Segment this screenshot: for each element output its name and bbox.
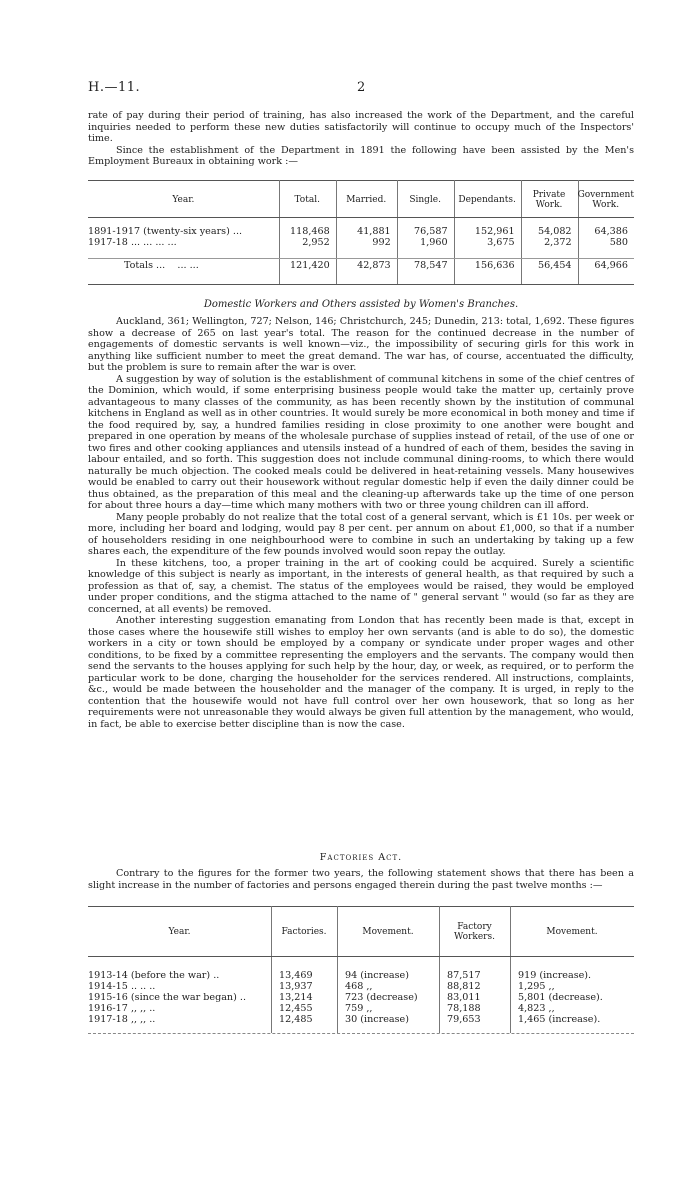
- intro-paragraph-1: rate of pay during their period of training, has also increased the work of the Department, and the careful inquiries needed to perform these new duties satisfactorily will continue to occupy much of the Inspectors' time.: [88, 110, 634, 144]
- t2-row4-movement: 759 ,,: [345, 1003, 373, 1014]
- t2-row5-dots: ,, ,, ..: [130, 1014, 156, 1025]
- document-reference: H.—11.: [88, 80, 141, 95]
- t1-header-government-work: Government Work.: [577, 190, 634, 210]
- t2-row5-movement: 30 (increase): [345, 1014, 409, 1025]
- t2-row4-year: 1916-17: [88, 1003, 128, 1014]
- domestic-section-title: Domestic Workers and Others assisted by Women's Branches.: [203, 299, 519, 310]
- factories-text: [88, 868, 634, 891]
- t1-totals-single: 78,547: [414, 260, 448, 271]
- t1-row2-dots: ... ... ... ...: [130, 237, 177, 248]
- t1-header-single: Single.: [409, 195, 441, 205]
- t2-row3-workers-movement: 5,801 (decrease).: [518, 992, 603, 1003]
- t1-row2-dependants: 3,675: [487, 237, 515, 248]
- t2-row3-dots: ..: [239, 992, 247, 1003]
- t1-totals-private: 56,454: [537, 260, 572, 271]
- t2-row4-workers: 78,188: [447, 1003, 481, 1014]
- factories-paragraph-1: Contrary to the figures for the former two years, the following statement shows that there has been a slight increase in the number of factories and persons engaged therein during the past twelve months :—: [88, 868, 634, 891]
- t2-row1-movement: 94 (increase): [345, 970, 409, 981]
- table-row: [88, 1003, 634, 1014]
- t2-row1-factories: 13,469: [279, 970, 313, 981]
- table-row: [88, 981, 634, 992]
- t1-header-dependants: Dependants.: [458, 195, 516, 205]
- intro-text: [88, 110, 634, 168]
- t1-row1-dots: ...: [232, 226, 243, 237]
- t1-totals-dependants: 156,636: [474, 260, 515, 271]
- t2-header-factories: Factories.: [281, 927, 327, 937]
- domestic-paragraph-5: Another interesting suggestion emanating from London that has recently been made is that, except in those cases where the housewife still wishes to employ her own servants (and is able to do so), the domestic workers in a city or town should be employed by a company or syndicate under proper wages and other conditions, to be fixed by a committee representing the employers and the servants. The company would then send the servants to the houses applying for such help by the hour, day, or week, as required, or to perform the particular work to be done, charging the householder for the services rendered. All instructions, complaints, &c., would be made between the householder and the manager of the company. It is urged, in reply to the contention that the housewife would not have full control over her own housework, that so long as her requirements were not unreasonable they would always be given full attention by the management, who would, in fact, be able to exercise better discipline than is now the case.: [88, 615, 634, 730]
- table-row: [88, 226, 634, 237]
- t1-row1-government: 64,386: [594, 226, 628, 237]
- t1-row1-single: 76,587: [414, 226, 448, 237]
- domestic-paragraph-2: A suggestion by way of solution is the establishment of communal kitchens in some of the chief centres of the Dominion, which would, if some enterprising business people would take the matter up, certainly prove advantageous to many classes of the community, as has been recently shown by the institution of communal kitchens in England as well as in other countries. It would surely be more economical in both money and time if the food required by, say, a hundred families residing in close proximity to one another were bought and prepared in one operation by means of the wholesale purchase of supplies instead of retail, of the use of one or two fires and other cooking appliances and utensils instead of a hundred of each of them, besides the saving in labour entailed, and so forth. This suggestion does not include communal dining-rooms, to which there would naturally be much objection. The cooked meals could be delivered in heat-retaining vessels. Many housewives would be enabled to carry out their housework without regular domestic help if even the daily dinner could be thus obtained, as the preparation of this meal and the cleaning-up afterwards take up the time of one person for about three hours a day—time which many mothers with two or three young children can ill afford.: [88, 373, 634, 511]
- t2-row2-movement: 468 ,,: [345, 981, 373, 992]
- table-row: [88, 970, 634, 981]
- t2-header-factory-workers: Factory Workers.: [454, 922, 495, 942]
- t2-row1-dots: ..: [213, 970, 220, 981]
- t2-row2-factories: 13,937: [279, 981, 313, 992]
- domestic-paragraph-3: Many people probably do not realize that the total cost of a general servant, which is £1 10s. per week or more, including her board and lodging, would pay 8 per cent. per annum on about £1,000, so that if a number of householders residing in one neighbourhood were to combine in such an undertaking by taking up a few shares each, the expenditure of the few pounds involved would soon repay the outlay.: [88, 511, 634, 557]
- t2-row4-factories: 12,455: [279, 1003, 313, 1014]
- t1-header-private-work: Private Work.: [532, 190, 566, 210]
- t1-row1-married: 41,881: [357, 226, 391, 237]
- t1-row2-private: 2,372: [544, 237, 572, 248]
- t2-row3-workers: 83,011: [447, 992, 481, 1003]
- t1-row1-dependants: 152,961: [474, 226, 515, 237]
- table-row: [88, 992, 634, 1003]
- t2-row5-workers-movement: 1,465 (increase).: [518, 1014, 601, 1025]
- domestic-paragraph-1: Auckland, 361; Wellington, 727; Nelson, 146; Christchurch, 245; Dunedin, 213: total, 1,692. These figures show a decrease of 265 on last year's total. The reason for the continued decrease in the number of engagements of domestic servants is well known—viz., the impossibility of securing girls for this work in anything like sufficient number to meet the great demand. The war has, of course, accentuated the difficulty, but the problem is sure to remain after the war is over.: [88, 316, 634, 373]
- t1-header-year: Year.: [172, 195, 195, 205]
- domestic-text: [88, 316, 634, 730]
- t2-row2-workers-movement: 1,295 ,,: [518, 981, 555, 992]
- t1-totals-married: 42,873: [357, 260, 391, 271]
- t2-row2-year: 1914-15: [88, 981, 128, 992]
- t1-row2-married: 992: [372, 237, 391, 248]
- intro-paragraph-2: Since the establishment of the Department in 1891 the following have been assisted by the Men's Employment Bureaux in obtaining work :—: [88, 144, 634, 167]
- t2-row5-factories: 12,485: [279, 1014, 313, 1025]
- t1-row2-government: 580: [609, 237, 628, 248]
- t2-header-movement: Movement.: [362, 927, 414, 937]
- t2-row1-year: 1913-14 (before the war): [88, 970, 211, 981]
- t1-row1-year: 1891-1917 (twenty-six years): [88, 226, 230, 237]
- t1-row2-year: 1917-18: [88, 237, 128, 248]
- t2-header-workers-movement: Movement.: [546, 927, 598, 937]
- t2-row3-movement: 723 (decrease): [345, 992, 418, 1003]
- domestic-paragraph-4: In these kitchens, too, a proper training in the art of cooking could be acquired. Surely a scientific knowledge of this subject is nearly as important, in the interests of general health, as that required by such a profession as that of, say, a chemist. The status of the employees would be raised, they would be employed under proper conditions, and the stigma attached to the name of " general servant " would (so far as they are concerned, at all events) be removed.: [88, 557, 634, 615]
- t1-totals-total: 121,420: [290, 260, 330, 271]
- t2-header-year: Year.: [168, 927, 191, 937]
- factories-table: [88, 908, 634, 1025]
- t2-row5-workers: 79,653: [447, 1014, 481, 1025]
- t2-row3-factories: 13,214: [279, 992, 313, 1003]
- t1-row1-total: 118,468: [290, 226, 330, 237]
- t2-row4-workers-movement: 4,823 ,,: [518, 1003, 555, 1014]
- factories-section-title: Factories Act.: [319, 852, 403, 863]
- t1-totals-dots: ... ...: [177, 260, 199, 271]
- page-number: 2: [357, 80, 366, 95]
- t1-row1-private: 54,082: [537, 226, 572, 237]
- table-row: [88, 237, 634, 248]
- t1-totals-government: 64,966: [594, 260, 628, 271]
- t2-row4-dots: ,, ,, ..: [130, 1003, 156, 1014]
- table-row: [88, 1014, 634, 1025]
- t1-row2-single: 1,960: [420, 237, 448, 248]
- t1-header-total: Total.: [294, 195, 320, 205]
- table-row: [88, 260, 634, 271]
- t2-row5-year: 1917-18: [88, 1014, 128, 1025]
- t1-row2-total: 2,952: [302, 237, 330, 248]
- t2-row3-year: 1915-16 (since the war began): [88, 992, 237, 1003]
- t2-row1-workers: 87,517: [447, 970, 481, 981]
- t2-row2-dots: .. .. ..: [130, 981, 156, 992]
- t1-header-married: Married.: [346, 195, 387, 205]
- t2-row1-workers-movement: 919 (increase).: [518, 970, 592, 981]
- t1-totals-label: Totals ...: [124, 260, 166, 271]
- t2-row2-workers: 88,812: [447, 981, 481, 992]
